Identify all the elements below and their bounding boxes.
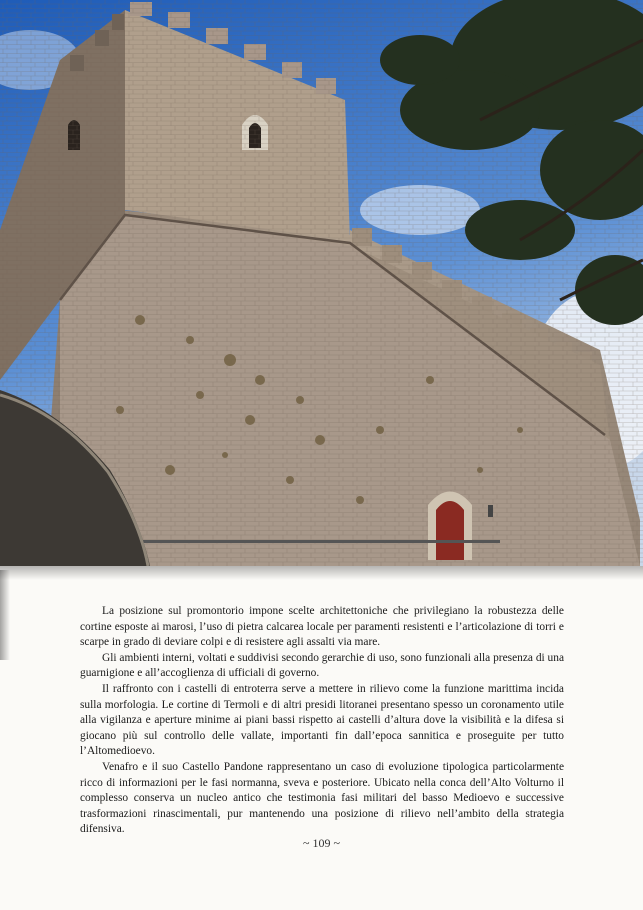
paragraph: Gli ambienti interni, voltati e suddivisi secondo gerarchie di uso, sono funzionali alla presenza di una guarnigione e all’accoglienza di ufficiali di governo. xyxy=(80,651,564,680)
paragraph: La posizione sul promontorio impone scelte architettoniche che privilegiano la robustezza delle cortine esposte ai marosi, l’uso di pietra calcarea locale per paramenti resistenti e l’articolazione di torri e scarpe in grado di deviare colpi e di resistere agli assalti via mare. xyxy=(80,605,564,649)
page-edge-shadow xyxy=(0,570,10,660)
paragraph: Venafro e il suo Castello Pandone rappresentano un caso di evoluzione tipologica particolarmente ricco di informazioni per le fasi normanna, sveva e posteriore. Ubicato nella conca dell’Alto Volturno il complesso conserva un nucleo antico che testimonia fasi militari del basso Medioevo e successive trasformazioni rinascimentali, pur mantenendo una posizione di rilievo nell’ambito della strategia difensiva. xyxy=(80,760,564,836)
page-number: ~ 109 ~ xyxy=(303,836,340,850)
photo-shadow xyxy=(0,566,643,580)
body-text xyxy=(80,604,564,838)
lamp xyxy=(488,505,493,517)
castle-door xyxy=(428,492,472,561)
railing xyxy=(140,540,500,543)
paragraph: Il raffronto con i castelli di entroterra serve a mettere in rilievo come la funzione marittima incida sulla morfologia. Le cortine di Termoli e di altri presidi litoranei presentano spesso un coronamento utile alla vigilanza e aperture minime ai piani bassi rispetto ai castelli d’altura dove la visibilità e la difesa si giocano più sul controllo delle vallate, importanti fin dall’epoca sannitica e proseguite per tutto l’Altomedioevo. xyxy=(80,682,564,758)
